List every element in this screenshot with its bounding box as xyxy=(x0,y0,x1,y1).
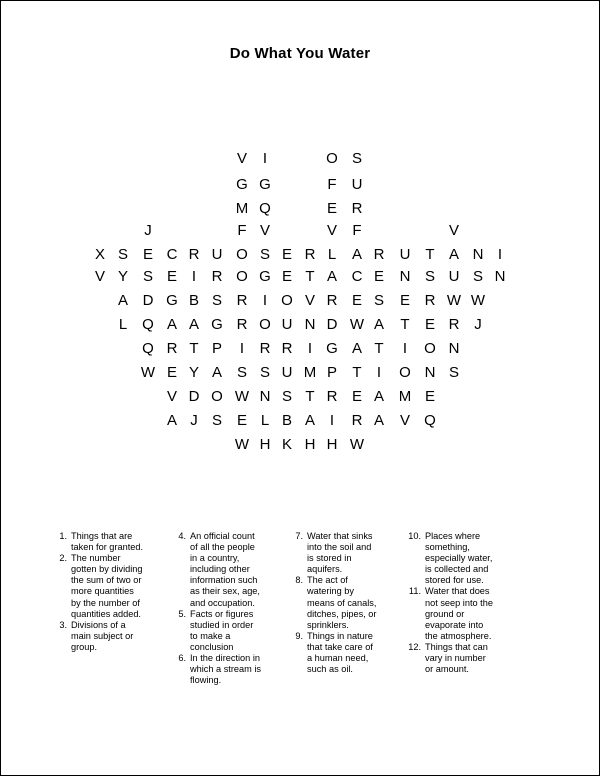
clue-item xyxy=(405,642,517,675)
grid-letter: G xyxy=(259,268,271,285)
grid-letter: A xyxy=(351,340,362,357)
grid-letter: V xyxy=(448,222,459,239)
grid-letter: W xyxy=(349,436,365,453)
grid-letter: W xyxy=(446,292,462,309)
grid-letter: E xyxy=(351,388,362,405)
grid-letter: R xyxy=(351,412,363,429)
clue-text-line: Divisions of a xyxy=(71,619,126,630)
grid-letter: R xyxy=(373,246,385,263)
clue-text-line: that take care of xyxy=(307,641,373,652)
grid-letter: I xyxy=(191,268,197,285)
clue-column xyxy=(51,531,163,653)
clue-text-line: main subject or xyxy=(71,630,134,641)
grid-letter: L xyxy=(118,316,128,333)
grid-letter: F xyxy=(237,222,247,239)
clue-text-line: Water that sinks xyxy=(307,531,373,541)
clue-number: 7. xyxy=(295,531,303,541)
grid-letter: R xyxy=(304,246,316,263)
grid-letter: N xyxy=(494,268,506,285)
clue-text-line: Things that are xyxy=(71,531,133,541)
grid-letter: H xyxy=(259,436,271,453)
clue-number: 10. xyxy=(408,531,421,541)
grid-letter: S xyxy=(211,412,222,429)
grid-letter: O xyxy=(211,388,223,405)
clue-number: 12. xyxy=(408,641,421,652)
grid-letter: E xyxy=(166,364,177,381)
clue-text-line: watering by xyxy=(307,586,354,597)
grid-letter: T xyxy=(374,340,384,357)
grid-letter: S xyxy=(373,292,384,309)
clue-item xyxy=(51,553,163,620)
grid-letter: W xyxy=(140,364,156,381)
clue-text-line: is stored in xyxy=(307,553,352,564)
grid-letter: X xyxy=(94,246,105,263)
grid-letter: I xyxy=(402,340,408,357)
grid-letter: T xyxy=(352,364,362,381)
clue-item xyxy=(51,531,163,553)
grid-letter: D xyxy=(326,316,338,333)
grid-letter: G xyxy=(326,340,338,357)
clue-text-line: of all the people xyxy=(190,542,255,553)
clue-item xyxy=(287,631,399,675)
grid-letter: F xyxy=(327,176,337,193)
grid-letter: T xyxy=(425,246,435,263)
grid-letter: V xyxy=(326,222,337,239)
clue-text-line: not seep into the xyxy=(425,597,493,608)
grid-letter: N xyxy=(259,388,271,405)
grid-letter: J xyxy=(474,316,482,333)
clue-column xyxy=(405,531,517,675)
grid-letter: U xyxy=(281,364,293,381)
grid-letter: G xyxy=(259,176,271,193)
clue-text-line: taken for granted. xyxy=(71,542,144,553)
grid-letter: B xyxy=(281,412,292,429)
clue-text-line: which a stream is xyxy=(190,664,261,675)
grid-letter: T xyxy=(305,268,315,285)
grid-letter: V xyxy=(304,292,315,309)
grid-letter: V xyxy=(399,412,410,429)
clue-text-line: studied in order xyxy=(190,619,254,630)
grid-letter: W xyxy=(234,436,250,453)
grid-letter: R xyxy=(424,292,436,309)
grid-letter: E xyxy=(399,292,410,309)
grid-letter: B xyxy=(188,292,199,309)
grid-letter: A xyxy=(188,316,199,333)
grid-letter: R xyxy=(281,340,293,357)
grid-letter: N xyxy=(424,364,436,381)
grid-letter: W xyxy=(470,292,486,309)
clue-text-line: as their sex, age, xyxy=(190,586,260,597)
clue-item xyxy=(51,620,163,653)
clue-number: 3. xyxy=(59,619,67,630)
grid-letter: S xyxy=(259,246,270,263)
clue-number: 5. xyxy=(178,608,186,619)
clue-text-line: group. xyxy=(71,641,98,652)
grid-letter: Q xyxy=(142,316,154,333)
clue-list xyxy=(1,531,599,751)
grid-letter: R xyxy=(259,340,271,357)
grid-letter: J xyxy=(144,222,152,239)
grid-letter: T xyxy=(305,388,315,405)
grid-letter: E xyxy=(142,246,153,263)
clue-text-line: such as oil. xyxy=(307,664,353,675)
clue-item xyxy=(170,609,282,653)
grid-letter: D xyxy=(188,388,200,405)
grid-letter: I xyxy=(376,364,382,381)
clue-text-line: or amount. xyxy=(425,664,469,675)
clue-text-line: Water that does xyxy=(425,586,490,597)
grid-letter: S xyxy=(117,246,128,263)
clue-text-line: something, xyxy=(425,542,470,553)
grid-letter: I xyxy=(262,150,268,167)
grid-letter: A xyxy=(304,412,315,429)
grid-letter: A xyxy=(117,292,128,309)
grid-letter: O xyxy=(326,150,338,167)
grid-letter: T xyxy=(400,316,410,333)
grid-letter: O xyxy=(259,316,271,333)
grid-letter: E xyxy=(281,268,292,285)
grid-letter: M xyxy=(303,364,317,381)
grid-letter: K xyxy=(281,436,292,453)
grid-letter: N xyxy=(448,340,460,357)
grid-letter: S xyxy=(211,292,222,309)
grid-letter: C xyxy=(351,268,363,285)
grid-letter: S xyxy=(281,388,292,405)
clue-text-line: by the number of xyxy=(71,597,140,608)
clue-text-line: and occupation. xyxy=(190,597,255,608)
grid-letter: R xyxy=(211,268,223,285)
grid-letter: E xyxy=(326,200,337,217)
grid-letter: G xyxy=(236,176,248,193)
grid-letter: H xyxy=(304,436,316,453)
clue-text-line: sprinklers. xyxy=(307,619,349,630)
clue-text-line: information such xyxy=(190,575,258,586)
grid-letter: E xyxy=(236,412,247,429)
grid-letter: Y xyxy=(117,268,128,285)
grid-letter: U xyxy=(399,246,411,263)
grid-letter: G xyxy=(211,316,223,333)
clue-text-line: In the direction in xyxy=(190,653,260,664)
clue-item xyxy=(405,531,517,586)
grid-letter: A xyxy=(326,268,337,285)
clue-item xyxy=(287,575,399,630)
clue-number: 8. xyxy=(295,575,303,586)
grid-letter: A xyxy=(211,364,222,381)
clue-text-line: to make a xyxy=(190,630,231,641)
clue-text-line: Things in nature xyxy=(307,630,373,641)
grid-letter: U xyxy=(351,176,363,193)
grid-letter: A xyxy=(373,412,384,429)
grid-letter: M xyxy=(235,200,249,217)
grid-letter: U xyxy=(281,316,293,333)
grid-letter: G xyxy=(166,292,178,309)
grid-letter: E xyxy=(166,268,177,285)
clue-text-line: ditches, pipes, or xyxy=(307,608,377,619)
clue-text-line: more quantities xyxy=(71,586,134,597)
grid-letter: J xyxy=(190,412,198,429)
clue-text-line: An official count xyxy=(190,531,255,541)
grid-letter: I xyxy=(307,340,313,357)
clue-text-line: means of canals, xyxy=(307,597,377,608)
clue-column xyxy=(170,531,282,686)
clue-number: 2. xyxy=(59,553,67,564)
clue-item xyxy=(405,586,517,641)
grid-letter: E xyxy=(424,316,435,333)
grid-letter: S xyxy=(351,150,362,167)
grid-letter: A xyxy=(166,316,177,333)
clue-text-line: aquifers. xyxy=(307,564,343,575)
grid-letter: V xyxy=(166,388,177,405)
grid-letter: I xyxy=(497,246,503,263)
clue-text-line: the atmosphere. xyxy=(425,630,492,641)
grid-letter: U xyxy=(448,268,460,285)
grid-letter: U xyxy=(211,246,223,263)
grid-letter: N xyxy=(472,246,484,263)
grid-letter: S xyxy=(142,268,153,285)
grid-letter: O xyxy=(236,268,248,285)
grid-letter: V xyxy=(259,222,270,239)
grid-letter: P xyxy=(326,364,337,381)
grid-letter: F xyxy=(352,222,362,239)
word-search-grid xyxy=(1,1,599,471)
grid-letter: A xyxy=(373,388,384,405)
grid-letter: H xyxy=(326,436,338,453)
clue-text-line: a human need, xyxy=(307,653,369,664)
grid-letter: E xyxy=(424,388,435,405)
grid-letter: A xyxy=(448,246,459,263)
clue-number: 11. xyxy=(408,586,421,597)
grid-letter: Y xyxy=(188,364,199,381)
clue-text-line: including other xyxy=(190,564,250,575)
grid-letter: I xyxy=(239,340,245,357)
grid-letter: E xyxy=(281,246,292,263)
grid-letter: A xyxy=(373,316,384,333)
grid-letter: R xyxy=(166,340,178,357)
clue-number: 6. xyxy=(178,653,186,664)
grid-letter: O xyxy=(399,364,411,381)
grid-letter: Q xyxy=(142,340,154,357)
grid-letter: R xyxy=(236,292,248,309)
grid-letter: W xyxy=(234,388,250,405)
clue-text-line: into the soil and xyxy=(307,542,372,553)
clue-number: 9. xyxy=(295,630,303,641)
grid-letter: T xyxy=(189,340,199,357)
clue-text-line: The number xyxy=(71,553,121,564)
grid-letter: W xyxy=(349,316,365,333)
clue-text-line: The act of xyxy=(307,575,348,586)
clue-text-line: Facts or figures xyxy=(190,608,254,619)
clue-number: 4. xyxy=(178,531,186,541)
clue-text-line: Things that can xyxy=(425,641,488,652)
grid-letter: A xyxy=(351,246,362,263)
clue-text-line: ground or xyxy=(425,608,465,619)
grid-letter: R xyxy=(188,246,200,263)
grid-letter: R xyxy=(351,200,363,217)
clue-text-line: evaporate into xyxy=(425,619,484,630)
grid-letter: A xyxy=(166,412,177,429)
grid-letter: R xyxy=(448,316,460,333)
grid-letter: R xyxy=(326,292,338,309)
grid-letter: V xyxy=(94,268,105,285)
clue-text-line: in a country, xyxy=(190,553,240,564)
clue-item xyxy=(170,653,282,686)
grid-letter: S xyxy=(424,268,435,285)
grid-letter: N xyxy=(399,268,411,285)
grid-letter: P xyxy=(211,340,222,357)
grid-letter: O xyxy=(281,292,293,309)
grid-letter: S xyxy=(472,268,483,285)
grid-letter: I xyxy=(262,292,268,309)
clue-number: 1. xyxy=(59,531,67,541)
grid-letter: E xyxy=(373,268,384,285)
clue-text-line: especially water, xyxy=(425,553,493,564)
clue-text-line: conclusion xyxy=(190,641,234,652)
grid-letter: N xyxy=(304,316,316,333)
clue-column xyxy=(287,531,399,675)
clue-text-line: stored for use. xyxy=(425,575,484,586)
grid-letter: R xyxy=(236,316,248,333)
grid-letter: I xyxy=(329,412,335,429)
grid-letter: E xyxy=(351,292,362,309)
grid-letter: R xyxy=(326,388,338,405)
clue-item xyxy=(287,531,399,575)
grid-letter: C xyxy=(166,246,178,263)
grid-letter: O xyxy=(424,340,436,357)
grid-letter: O xyxy=(236,246,248,263)
page-title: Do What You Water xyxy=(229,45,371,62)
grid-letter: Q xyxy=(424,412,436,429)
clue-text-line: Places where xyxy=(425,531,481,541)
clue-text-line: is collected and xyxy=(425,564,489,575)
grid-letter: S xyxy=(259,364,270,381)
grid-letter: M xyxy=(398,388,412,405)
grid-letter: S xyxy=(448,364,459,381)
grid-letter: Q xyxy=(259,200,271,217)
clue-text-line: gotten by dividing xyxy=(71,564,143,575)
grid-letter: L xyxy=(327,246,337,263)
clue-text-line: flowing. xyxy=(190,675,222,686)
grid-letter: L xyxy=(260,412,270,429)
clue-item xyxy=(170,531,282,609)
grid-letter: S xyxy=(236,364,247,381)
grid-letter: D xyxy=(142,292,154,309)
grid-letter: V xyxy=(236,150,247,167)
clue-text-line: the sum of two or xyxy=(71,575,142,586)
clue-text-line: quantities added. xyxy=(71,608,141,619)
clue-text-line: vary in number xyxy=(425,653,486,664)
